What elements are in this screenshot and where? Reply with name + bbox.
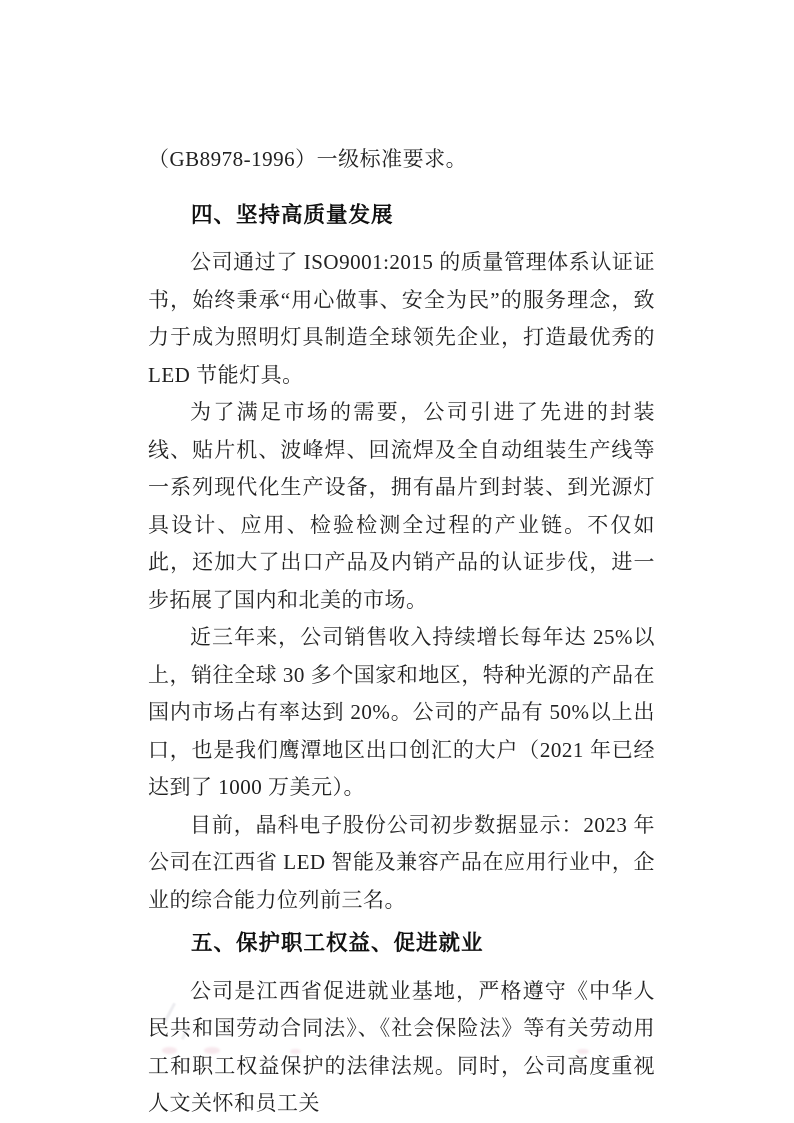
scan-smudge-artifact [204, 1047, 220, 1054]
document-content [148, 141, 655, 1123]
paragraph-industry-ranking: 目前，晶科电子股份公司初步数据显示：2023 年公司在江西省 LED 智能及兼容产品在应用行业中，企业的综合能力位列前三名。 [148, 812, 655, 912]
continuation-paragraph: （GB8978-1996）一级标准要求。 [148, 147, 468, 171]
paragraph-employment-base: 公司是江西省促进就业基地，严格遵守《中华人民共和国劳动合同法》、《社会保险法》等有关劳动用工和职工权益保护的法律法规。同时，公司高度重视人文关怀和员工关 [148, 978, 655, 1115]
scan-smudge-artifact [162, 1047, 177, 1054]
scan-smudge-artifact [290, 1049, 301, 1054]
scan-smudge-artifact [577, 1049, 589, 1054]
section-heading-employee-rights: 五、保护职工权益、促进就业 [191, 931, 484, 955]
section-heading-quality-development: 四、坚持高质量发展 [191, 202, 394, 227]
paragraph-iso-certification: 公司通过了 ISO9001:2015 的质量管理体系认证证书，始终秉承“用心做事、安全为民”的服务理念，致力于成为照明灯具制造全球领先企业，打造最优秀的 LED 节能灯具。 [148, 250, 655, 387]
paragraph-production-equipment: 为了满足市场的需要，公司引进了先进的封装线、贴片机、波峰焊、回流焊及全自动组装生产线等一系列现代化生产设备，拥有晶片到封装、到光源灯具设计、应用、检验检测全过程的产业链。不仅如此，还加大了出口产品及内销产品的认证步伐，进一步拓展了国内和北美的市场。 [148, 400, 655, 612]
paragraph-sales-growth: 近三年来，公司销售收入持续增长每年达 25%以上，销往全球 30 多个国家和地区，特种光源的产品在国内市场占有率达到 20%。公司的产品有 50%以上出口，也是我们鹰潭地区出口创汇的大户（2021 年已经达到了 1000 万美元）。 [148, 625, 655, 799]
